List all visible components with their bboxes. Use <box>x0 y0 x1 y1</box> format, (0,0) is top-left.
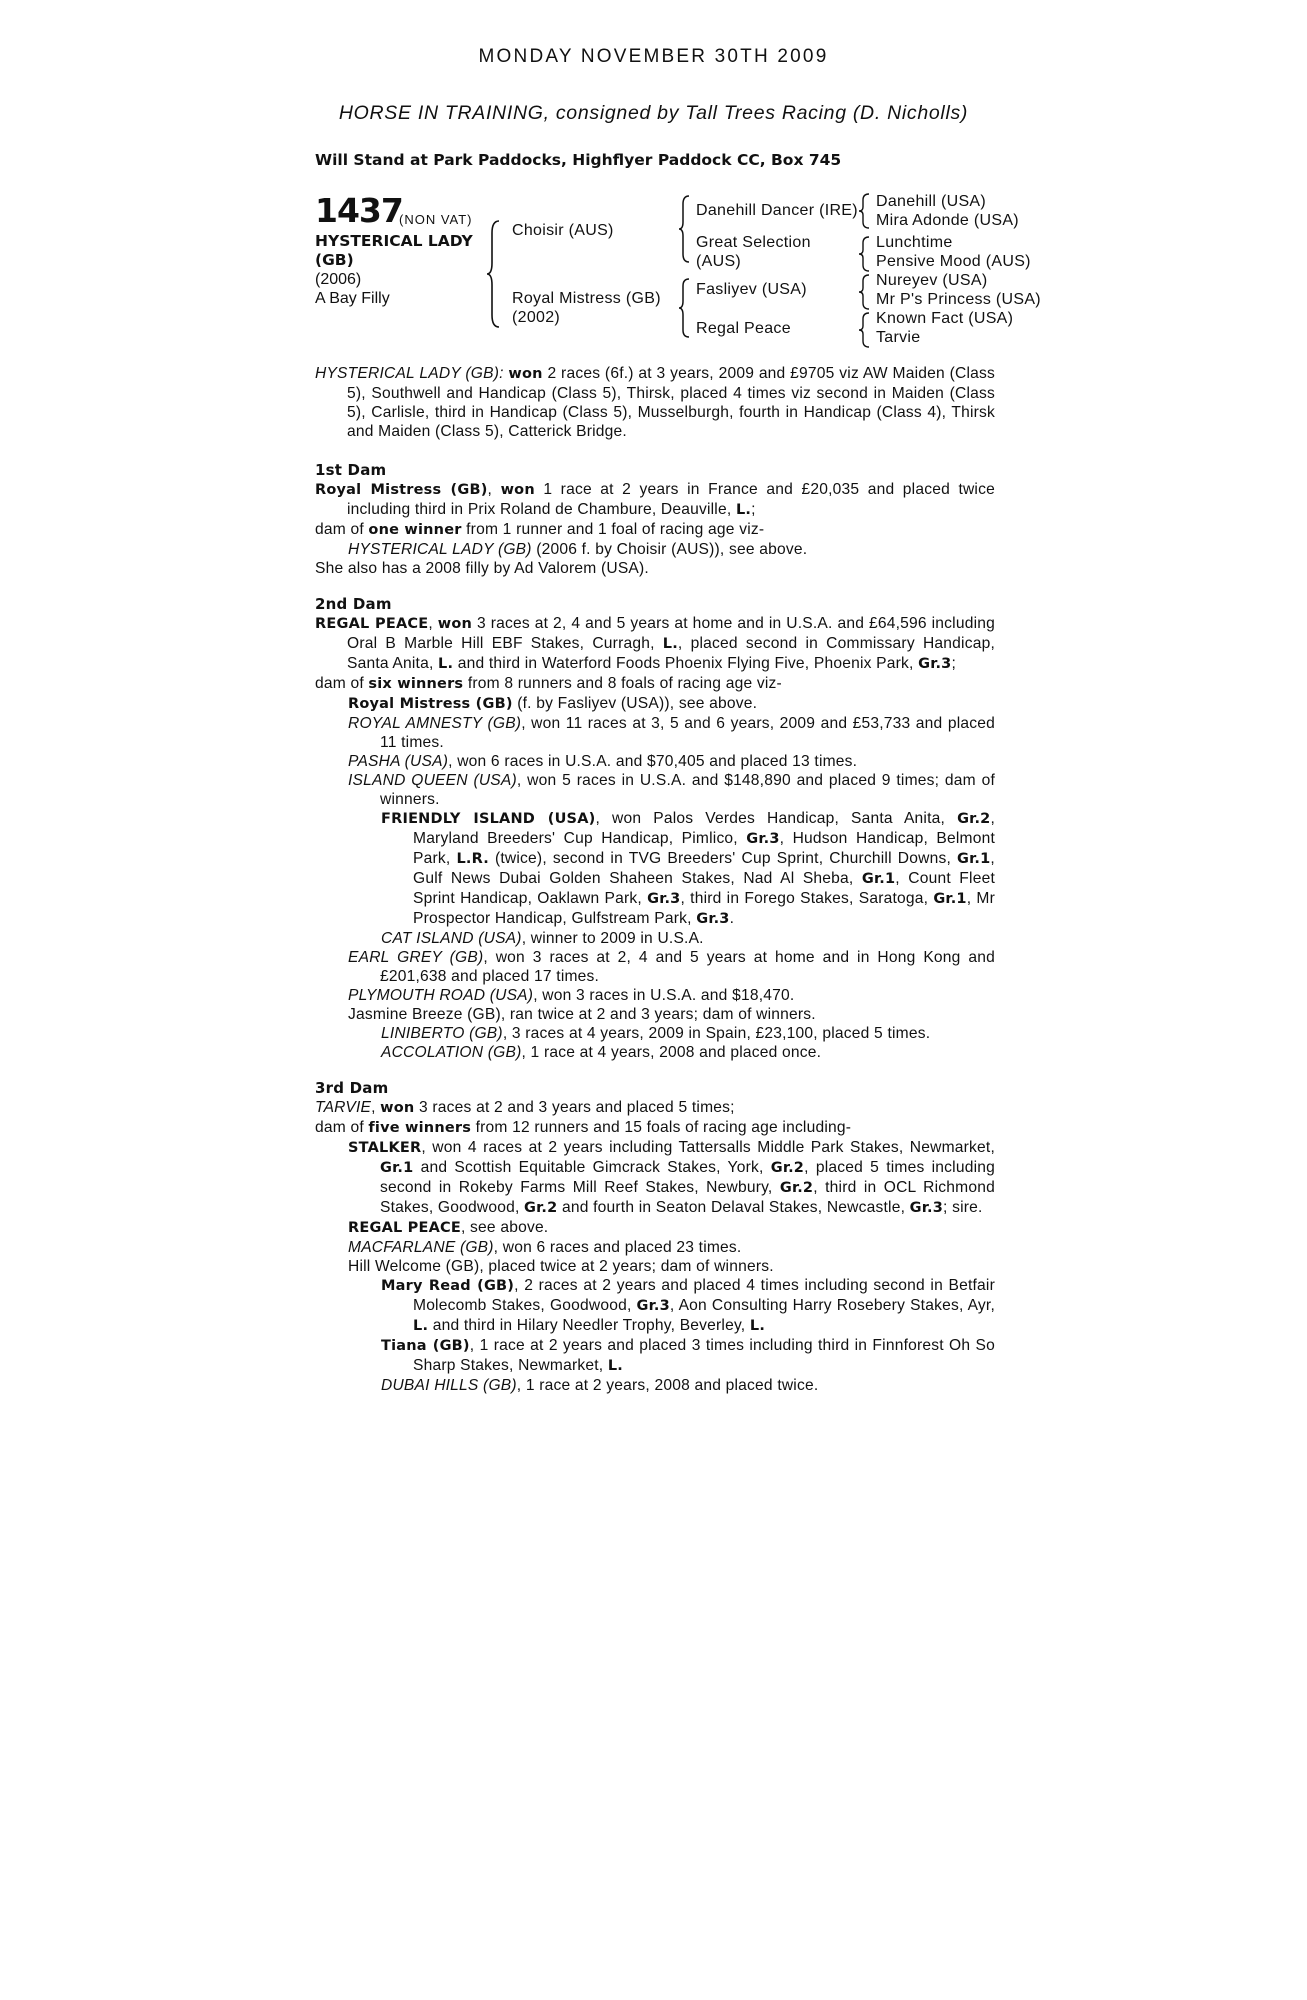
produce-entry <box>315 948 995 986</box>
brace-shape <box>486 219 502 329</box>
sale-date: MONDAY NOVEMBER 30TH 2009 <box>478 46 829 67</box>
produce-name: Royal Mistress (GB) <box>348 696 513 712</box>
third-dam-heading: 3rd Dam <box>315 1079 389 1097</box>
produce-entry <box>315 1336 995 1376</box>
listed-label: L. <box>735 502 752 518</box>
produce-name: MACFARLANE (GB) <box>348 1239 494 1256</box>
group-label: Gr.3 <box>647 891 681 907</box>
won-label: won <box>508 366 543 382</box>
produce-name: STALKER <box>348 1140 422 1156</box>
pedigree-g3-5: Nureyev (USA) <box>876 272 988 289</box>
semicolon: ; <box>751 501 756 518</box>
won-label: won <box>437 616 473 632</box>
group-label: Gr.1 <box>957 851 991 867</box>
pedigree-g3-1: Danehill (USA) <box>876 193 987 210</box>
produce-text: , placed 5 times including second in Rokeby Farms Mill Reef Stakes, Newbury, <box>380 1159 995 1196</box>
horse-foaling-year: (2006) <box>315 271 362 288</box>
produce-name: LINIBERTO (GB) <box>381 1025 503 1042</box>
brace-shape <box>678 277 692 339</box>
dam-text: , placed second in Commissary Handicap, Santa Anita, <box>347 635 995 672</box>
produce-text: , winner to 2009 in U.S.A. <box>521 930 704 947</box>
produce-text: , 3 races at 4 years, 2009 in Spain, £23,100, placed 5 times. <box>502 1025 931 1042</box>
listed-label: L.R. <box>456 851 489 867</box>
semicolon: ; <box>951 655 957 672</box>
produce-text: , won 5 races in U.S.A. and $148,890 and placed 9 times; dam of winners. <box>380 772 995 808</box>
dam-name: REGAL PEACE <box>315 616 429 632</box>
produce-name: ISLAND QUEEN (USA) <box>348 772 517 789</box>
dam-of: dam of <box>315 521 364 538</box>
produce-text: , won 3 races in U.S.A. and $18,470. <box>533 987 795 1004</box>
produce-text: (f. by Fasliyev (USA)), see above. <box>517 695 758 712</box>
dam-text: 1 race at 2 years in France and £20,035 and placed twice including third in Prix Roland de Chambure, Deauville, <box>347 481 995 518</box>
group-label: Gr.3 <box>636 1298 670 1314</box>
pedigree-g3-2: Mira Adonde (USA) <box>876 212 1019 229</box>
dam-text: and third in Waterford Foods Phoenix Flying Five, Phoenix Park, <box>457 655 914 672</box>
produce-text: , won 11 races at 3, 5 and 6 years, 2009 and £53,733 and placed 11 times. <box>380 715 995 751</box>
pedigree-brace-gen1 <box>486 219 502 332</box>
first-dam-also: She also has a 2008 filly by Ad Valorem (USA). <box>315 560 649 577</box>
produce-text: , won 6 races and placed 23 times. <box>493 1239 742 1256</box>
first-dam-produce <box>315 540 995 559</box>
third-dam-produce-summary <box>315 1118 995 1138</box>
produce-entry <box>315 752 995 771</box>
winner-count: five winners <box>368 1120 472 1136</box>
produce-text: and third in Hilary Needler Trophy, Beverley, <box>432 1317 746 1334</box>
produce-text: , won 4 races at 2 years including Tattersalls Middle Park Stakes, Newmarket, <box>421 1139 995 1156</box>
produce-entry <box>315 986 995 1005</box>
produce-entry <box>315 1218 995 1238</box>
second-dam-heading: 2nd Dam <box>315 595 392 613</box>
listed-label: L. <box>749 1318 766 1334</box>
brace-shape <box>858 273 872 311</box>
dam-of: dam of <box>315 1119 364 1136</box>
won-label: won <box>500 482 535 498</box>
produce-entry <box>315 771 995 809</box>
produce-name: CAT ISLAND (USA) <box>381 930 522 947</box>
horse-description: A Bay Filly <box>315 290 390 307</box>
produce-text: , Hudson Handicap, Belmont Park, <box>413 830 995 867</box>
pedigree-g3-4: Pensive Mood (AUS) <box>876 253 1031 270</box>
produce-name: Tiana (GB) <box>381 1338 470 1354</box>
pedigree-sire-sire: Danehill Dancer (IRE) <box>696 202 858 219</box>
produce-entry <box>315 714 995 752</box>
group-label: Gr.2 <box>957 811 991 827</box>
produce-name: FRIENDLY ISLAND (USA) <box>381 811 596 827</box>
colon: : <box>499 365 504 382</box>
produce-text: (2006 f. by Choisir (AUS)), see above. <box>536 541 808 558</box>
vat-status: (NON VAT) <box>399 212 473 227</box>
produce-text: , 1 race at 2 years and placed 3 times including third in Finnforest Oh So Sharp Stakes, Newmarket, <box>413 1337 995 1374</box>
pedigree-brace-g3d <box>858 311 872 352</box>
winner-count: six winners <box>368 676 464 692</box>
pedigree-dam-dam: Regal Peace <box>696 320 791 337</box>
consignment-line: HORSE IN TRAINING, consigned by Tall Trees Racing (D. Nicholls) <box>338 102 969 124</box>
pedigree-brace-g3a <box>858 192 872 233</box>
horse-name: HYSTERICAL LADY (GB) <box>315 232 473 269</box>
produce-text: , Aon Consulting Harry Rosebery Stakes, Ayr, <box>669 1297 995 1314</box>
produce-entry <box>315 694 995 714</box>
produce-text: , 2 races at 2 years and placed 4 times including second in Betfair Molecomb Stakes, Goodwood, <box>413 1277 995 1314</box>
won-label: won <box>380 1100 415 1116</box>
listed-label: L. <box>438 656 454 672</box>
produce-text: ; sire. <box>943 1199 983 1216</box>
third-dam-record: TARVIE, won 3 races at 2 and 3 years and placed 5 times; <box>315 1099 735 1116</box>
brace-shape <box>858 311 872 349</box>
second-dam-produce-summary <box>315 674 995 694</box>
produce-name: HYSTERICAL LADY (GB) <box>348 541 532 558</box>
catalogue-body <box>315 364 995 1395</box>
dam-name: Royal Mistress (GB) <box>315 482 488 498</box>
group-label: Gr.2 <box>524 1200 558 1216</box>
produce-entry: Jasmine Breeze (GB), ran twice at 2 and 3 years; dam of winners. <box>348 1006 816 1023</box>
pedigree-dam: Royal Mistress (GB) <box>512 290 661 307</box>
brace-shape <box>678 194 692 264</box>
listed-label: L. <box>662 636 678 652</box>
produce-entry <box>315 1276 995 1336</box>
pedigree-brace-g3b <box>858 235 872 276</box>
produce-entry <box>315 1238 995 1257</box>
produce-name: PASHA (USA) <box>348 753 449 770</box>
produce-text: , Gulf News Dubai Golden Shaheen Stakes, Nad Al Sheba, <box>413 850 995 887</box>
produce-text: , 1 race at 2 years, 2008 and placed twice. <box>516 1377 819 1394</box>
produce-name: ROYAL AMNESTY (GB) <box>348 715 522 732</box>
group-label: Gr.3 <box>918 656 952 672</box>
first-dam-heading: 1st Dam <box>315 461 387 479</box>
produce-entry <box>315 1024 995 1043</box>
horse-record-text: 2 races (6f.) at 3 years, 2009 and £9705 viz AW Maiden (Class 5), Southwell and Handicap (Class 5), Thirsk, placed 4 times viz second in Maiden (Class 5), Carlisle, third in Handicap (Class 5), Musselburgh, fourth in Handicap (Class 4), Thirsk and Maiden (Class 5), Catterick Bridge. <box>347 365 995 440</box>
produce-text: , 1 race at 4 years, 2008 and placed once. <box>521 1044 822 1061</box>
dam-name: TARVIE <box>315 1099 372 1116</box>
produce-text: from 1 runner and 1 foal of racing age viz- <box>466 521 765 538</box>
produce-text: and Scottish Equitable Gimcrack Stakes, York, <box>420 1159 764 1176</box>
pedigree-brace-dam <box>678 277 692 342</box>
produce-text: , won 6 races in U.S.A. and $70,405 and placed 13 times. <box>448 753 858 770</box>
second-dam-record: REGAL PEACE, won 3 races at 2, 4 and 5 years at home and in U.S.A. and £64,596 including Oral B Marble Hill EBF Stakes, Curragh, L., placed second in Commissary Handicap, Santa Anita, L. and third in Waterford Foods Phoenix Flying Five, Phoenix Park, Gr.3; <box>315 615 995 672</box>
produce-text: , see above. <box>460 1219 549 1236</box>
produce-name: REGAL PEACE <box>348 1220 461 1236</box>
pedigree-g3-8: Tarvie <box>876 329 921 346</box>
dam-text: 3 races at 2 and 3 years and placed 5 times; <box>419 1099 735 1116</box>
produce-text: , won 3 races at 2, 4 and 5 years at home and in Hong Kong and £201,638 and placed 17 times. <box>380 949 995 985</box>
produce-entry <box>315 1043 995 1062</box>
group-label: Gr.3 <box>696 911 730 927</box>
group-label: Gr.2 <box>770 1160 805 1176</box>
pedigree-dam-sire: Fasliyev (USA) <box>696 281 807 298</box>
brace-shape <box>858 192 872 230</box>
pedigree-brace-sire <box>678 194 692 267</box>
pedigree-g3-7: Known Fact (USA) <box>876 310 1014 327</box>
group-label: Gr.1 <box>933 891 967 907</box>
pedigree-g3-6: Mr P's Princess (USA) <box>876 291 1041 308</box>
stand-location: Will Stand at Park Paddocks, Highflyer Paddock CC, Box 745 <box>315 151 842 169</box>
listed-label: L. <box>607 1358 623 1374</box>
listed-label: L. <box>413 1318 429 1334</box>
group-label: Gr.3 <box>909 1200 944 1216</box>
lot-number: 1437 <box>315 191 403 230</box>
produce-name: PLYMOUTH ROAD (USA) <box>348 987 534 1004</box>
produce-text: and fourth in Seaton Delaval Stakes, Newcastle, <box>561 1199 906 1216</box>
produce-text: , won Palos Verdes Handicap, Santa Anita, <box>595 810 946 827</box>
dam-of: dam of <box>315 675 364 692</box>
produce-name: ACCOLATION (GB) <box>381 1044 522 1061</box>
pedigree-sire: Choisir (AUS) <box>512 222 614 239</box>
produce-text: from 12 runners and 15 foals of racing age including- <box>475 1119 852 1136</box>
produce-text: , Mr Prospector Handicap, Gulfstream Park, <box>413 890 995 927</box>
pedigree-sire-dam-country: (AUS) <box>696 253 742 270</box>
first-dam-record: Royal Mistress (GB), won 1 race at 2 years in France and £20,035 and placed twice including third in Prix Roland de Chambure, Deauville, L.; <box>315 481 995 518</box>
group-label: Gr.1 <box>380 1160 414 1176</box>
period: . <box>729 910 735 927</box>
pedigree-g3-3: Lunchtime <box>876 234 953 251</box>
produce-text: , third in Forego Stakes, Saratoga, <box>680 890 929 907</box>
group-label: Gr.2 <box>779 1180 814 1196</box>
produce-name: Mary Read (GB) <box>381 1278 515 1294</box>
produce-text: , Count Fleet Sprint Handicap, Oaklawn Park, <box>413 870 995 907</box>
produce-name: DUBAI HILLS (GB) <box>381 1377 517 1394</box>
produce-text: , Maryland Breeders' Cup Handicap, Pimlico, <box>413 810 995 847</box>
pedigree-brace-g3c <box>858 273 872 314</box>
group-label: Gr.1 <box>861 871 896 887</box>
winner-count: one winner <box>368 522 462 538</box>
pedigree-dam-year: (2002) <box>512 309 561 326</box>
produce-entry <box>315 1376 995 1395</box>
produce-entry <box>315 929 995 948</box>
produce-entry: Hill Welcome (GB), placed twice at 2 years; dam of winners. <box>348 1258 774 1275</box>
produce-name: EARL GREY (GB) <box>348 949 484 966</box>
produce-text: (twice), second in TVG Breeders' Cup Sprint, Churchill Downs, <box>495 850 951 867</box>
first-dam-produce-summary <box>315 520 995 540</box>
produce-entry <box>315 809 995 929</box>
produce-text: , third in OCL Richmond Stakes, Goodwood, <box>380 1179 995 1216</box>
horse-record <box>315 364 995 441</box>
produce-text: from 8 runners and 8 foals of racing age viz- <box>467 675 782 692</box>
dam-text: 3 races at 2, 4 and 5 years at home and in U.S.A. and £64,596 including Oral B Marble Hill EBF Stakes, Curragh, <box>347 615 995 652</box>
brace-shape <box>858 235 872 273</box>
group-label: Gr.3 <box>746 831 780 847</box>
produce-entry <box>315 1138 995 1218</box>
pedigree-sire-dam: Great Selection <box>696 234 811 251</box>
horse-record-name: HYSTERICAL LADY (GB) <box>315 365 500 382</box>
